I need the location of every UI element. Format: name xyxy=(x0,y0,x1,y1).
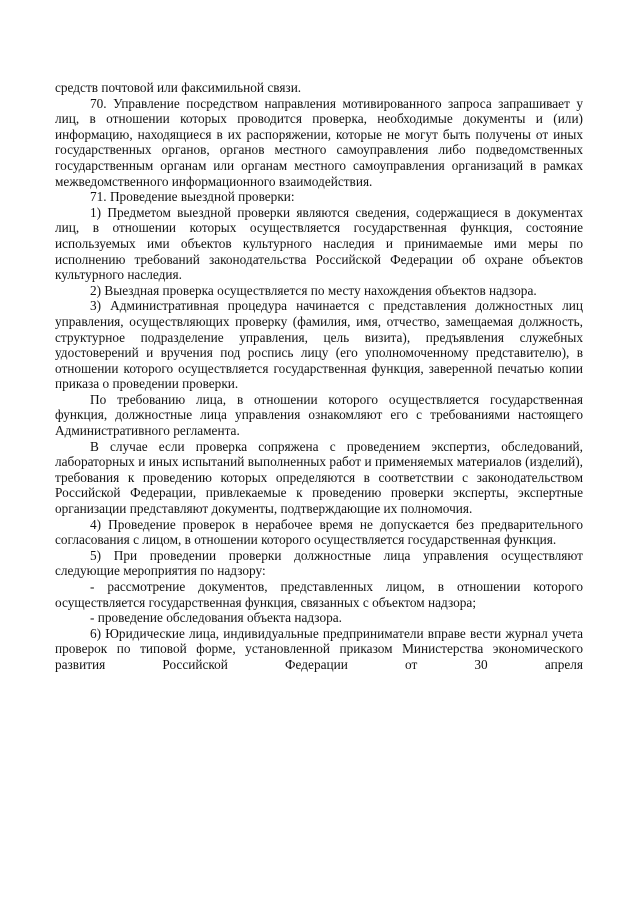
paragraph: 5) При проведении проверки должностные лица управления осуществляют следующие мероприятия по надзору: xyxy=(55,547,583,579)
paragraph: 3) Административная процедура начинается с представления должностных лиц управления, осуществляющих проверку (фамилия, имя, отчество, замещаемая должность, структурное подразделение управления, цель визита), предъявления служебных удостоверений и вручения под роспись лицу (его уполномоченному представителю), в отношении которого осуществляется государственная функция, заверенной печатью копии приказа о проведении проверки. xyxy=(55,298,583,392)
paragraph: В случае если проверка сопряжена с проведением экспертиз, обследований, лабораторных и иных испытаний выполненных работ и применяемых материалов (изделий), требования к проведению которых определяются в соответствии с законодательством Российской Федерации, привлекаемые к проведению проверки эксперты, экспертные организации представляют документы, подтверждающие их полномочия. xyxy=(55,438,583,517)
paragraph: - рассмотрение документов, представленных лицом, в отношении которого осуществляется государственная функция, связанных с объектом надзора; xyxy=(55,579,583,610)
paragraph: 71. Проведение выездной проверки: xyxy=(90,189,295,205)
paragraph: 1) Предметом выездной проверки являются сведения, содержащиеся в документах лиц, в отношении которых осуществляется государственная функция, состояние используемых ими объектов культурного наследия и принимаемые ими меры по исполнению требований законодательства Российской Федерации об охране объектов культурного наследия. xyxy=(55,204,583,283)
paragraph: 2) Выездная проверка осуществляется по месту нахождения объектов надзора. xyxy=(90,282,537,298)
paragraph: По требованию лица, в отношении которого осуществляется государственная функция, должностные лица управления ознакомляют его с требованиями настоящего Административного регламента. xyxy=(55,391,583,439)
paragraph: 4) Проведение проверок в нерабочее время не допускается без предварительного согласования с лицом, в отношении которого осуществляется государственная функция. xyxy=(55,516,583,548)
paragraph: 70. Управление посредством направления мотивированного запроса запрашивает у лиц, в отношении которых проводится проверка, необходимые документы и (или) информацию, находящиеся в их распоряжении, которые не могут быть получены от иных государственных органов, органов местного самоуправления либо подведомственных государственным органам или органам местного самоуправления организаций в рамках межведомственного информационного взаимодействия. xyxy=(55,95,583,189)
document-page xyxy=(55,80,583,673)
paragraph: средств почтовой или факсимильной связи. xyxy=(55,80,302,95)
paragraph: 6) Юридические лица, индивидуальные предприниматели вправе вести журнал учета проверок по типовой форме, установленной приказом Министерства экономического развития Российской Федерации от 30 апреля xyxy=(55,625,583,672)
paragraph: - проведение обследования объекта надзора. xyxy=(90,610,342,626)
